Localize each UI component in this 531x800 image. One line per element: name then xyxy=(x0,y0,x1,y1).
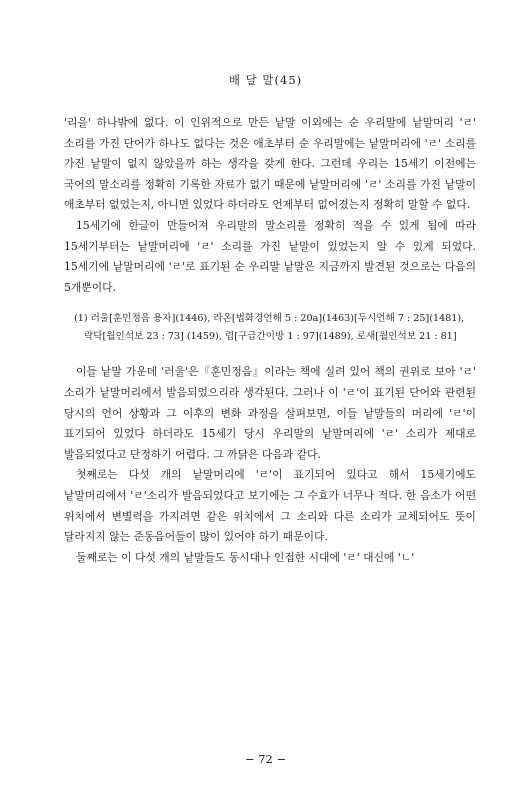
paragraph-4: 첫째로는 다섯 개의 낱말머리에 'ㄹ'이 표기되어 있다고 해서 15세기에도 낱말머리에서 'ㄹ'소리가 발음되었다고 보기에는 그 수효가 너무나 적다. 한 음소가 어떤 위치에서 변별력을 가지려면 같은 위치에서 그 소리와 다른 소리가 교체되어도 뜻이 달라지지 않는 준동음어들이 많이 있어야 하기 때문이다. xyxy=(64,468,476,544)
page-number: − 72 − xyxy=(244,752,287,766)
footnote-examples: (1) 러울[훈민정음 용자](1446), 라온[법화경언해 5 : 20a](1463)[두시언해 7 : 25](1481), 락닥[월인석보 23 : 73] (1459), 렵[구급간이방 1 : 97](1489), 로새[월인석보 21 : 81] xyxy=(74,313,465,343)
paragraph-2: 15세기에 한글이 만들어져 우리말의 말소리를 정확히 적을 수 있게 됨에 따라 15세기부터는 낱말머리에 'ㄹ' 소리를 가진 낱말이 있었는지 알 수 있게 되었다. 15세기에 낱말머리에 'ㄹ'로 표기된 순 우리말 낱말은 지금까지 발견된 것으로는 다음의 5개뿐이다. xyxy=(64,218,476,294)
paragraph-1: '리을' 하나밖에 없다. 이 인위적으로 만든 낱말 이외에는 순 우리말에 낱말머리 'ㄹ' 소리를 가진 단어가 하나도 없다는 것은 애초부터 순 우리말에는 낱말머리에 'ㄹ' 소리를 가진 낱말이 없지 않았을까 하는 생각을 갖게 한다. 그런데 우리는 15세기 이전에는 국어의 말소리를 정확히 기록한 자료가 없기 때문에 낱말머리에 'ㄹ' 소리를 가진 낱말이 애초부터 없었는지, 아니면 있었다 하더라도 언제부터 없어졌는지 정확히 말할 수 없다. xyxy=(64,116,476,212)
body-text xyxy=(64,113,476,568)
paragraph-3: 이들 낱말 가운데 '러울'은『훈민정음』이라는 책에 실려 있어 책의 권위로 보아 'ㄹ' 소리가 낱말머리에서 발음되었으리라 생각된다. 그러나 이 'ㄹ'이 표기된 단어와 관련된 당시의 언어 상황과 그 이후의 변화 과정을 살펴보면, 이들 낱말들의 머리에 'ㄹ'이 표기되어 있었다 하더라도 15세기 당시 우리말의 낱말머리에 'ㄹ' 소리가 제대로 발음되었다고 단정하기 어렵다. 그 까닭은 다음과 같다. xyxy=(64,365,476,461)
running-header: 배 달 말(45) xyxy=(228,73,303,87)
paragraph-5: 둘째로는 이 다섯 개의 낱말들도 동시대나 인접한 시대에 'ㄹ' 대신에 'ㄴ' xyxy=(76,550,415,564)
